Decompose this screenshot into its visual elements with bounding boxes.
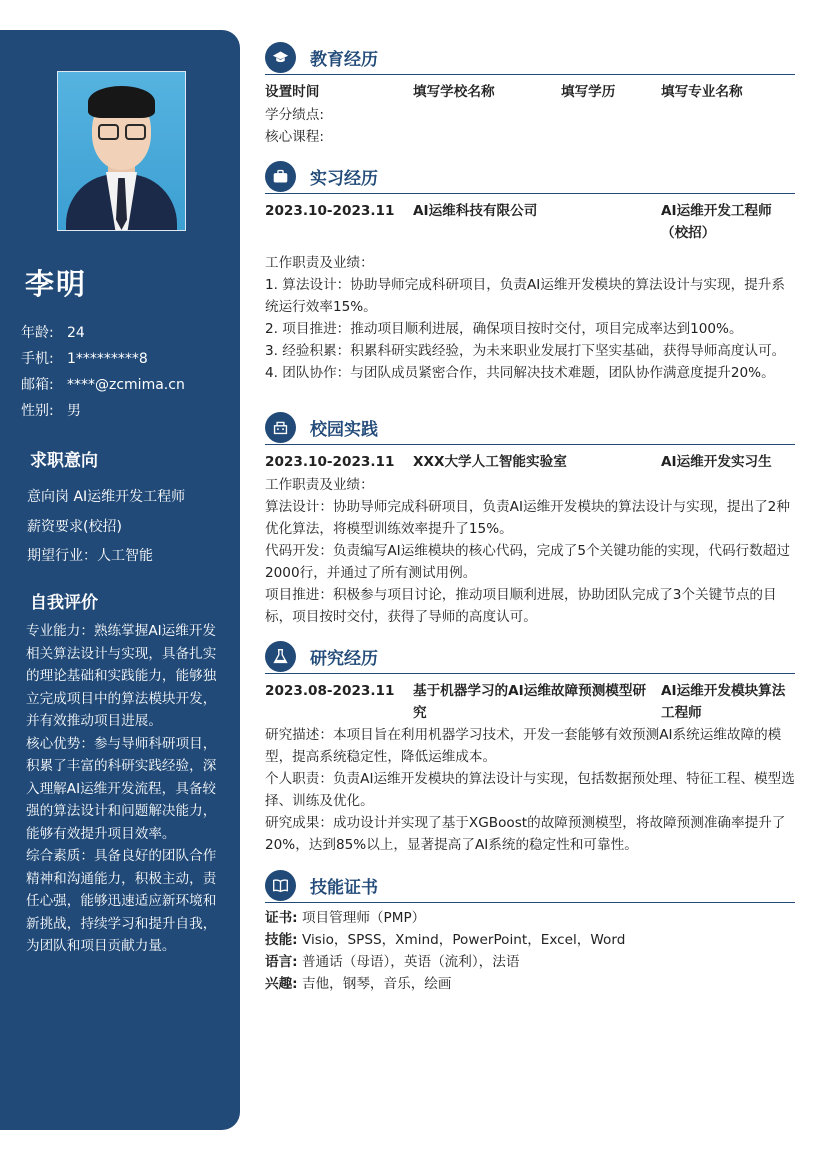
intent-position: 意向岗 AI运维开发工程师 xyxy=(27,489,186,505)
research-role: AI运维开发模块算法工程师 xyxy=(661,683,786,721)
intern-line: 2. 项目推进：推动项目顺利进展，确保项目按时交付，项目完成率达到100%。 xyxy=(265,321,743,337)
campus-line: 项目推进：积极参与项目讨论，推动项目顺利进展，协助团队完成了3个关键节点的目标，项目按时交付，获得了导师的高度认可。 xyxy=(265,587,777,625)
info-gender: 性别: 男 xyxy=(21,403,81,419)
intern-line: 3. 经验积累：积累科研实践经验，为未来职业发展打下坚实基础，获得导师高度认可。 xyxy=(265,343,786,359)
research-date: 2023.08-2023.11 xyxy=(265,683,395,699)
intern-date: 2023.10-2023.11 xyxy=(265,203,395,219)
info-phone: 手机: 1*********8 xyxy=(21,351,148,367)
info-age: 年龄: 24 xyxy=(21,325,85,341)
skills-section xyxy=(265,870,795,995)
research-project: 基于机器学习的AI运维故障预测模型研究 xyxy=(413,683,647,721)
skill-languages: 语言: 普通话（母语），英语（流利），法语 xyxy=(265,954,520,970)
intern-line: 1. 算法设计：协助导师完成科研项目，负责AI运维开发模块的算法设计与实现，提升系统运行效率15%。 xyxy=(265,277,785,315)
research-title: 研究经历 xyxy=(310,649,378,669)
campus-title: 校园实践 xyxy=(310,420,378,440)
research-line: 研究描述：本项目旨在利用机器学习技术，开发一套能够有效预测AI系统运维故障的模型，提高系统稳定性，降低运维成本。 xyxy=(265,727,782,765)
campus-date: 2023.10-2023.11 xyxy=(265,454,395,470)
edu-courses: 核心课程: xyxy=(265,129,324,145)
info-email: 邮箱: ****@zcmima.cn xyxy=(21,377,185,393)
book-icon xyxy=(265,870,296,901)
campus-line: 工作职责及业绩： xyxy=(265,477,374,493)
intern-role: AI运维开发工程师（校招） xyxy=(661,203,772,241)
sidebar xyxy=(0,30,240,1130)
building-icon xyxy=(265,412,296,443)
research-line: 个人职责：负责AI运维开发模块的算法设计与实现，包括数据预处理、特征工程、模型选择、训练及优化。 xyxy=(265,771,795,809)
intent-salary: 薪资要求(校招) xyxy=(27,519,122,535)
edu-school: 填写学校名称 xyxy=(413,84,495,100)
edu-gpa: 学分绩点: xyxy=(265,107,324,123)
self-eval-text: 专业能力：熟练掌握AI运维开发相关算法设计与实现，具备扎实的理论基础和实践能力，能够独立完成项目中的算法模块开发，并有效推动项目进展。 核心优势：参与导师科研项目，积累了丰富的科研实践经验，深入理解AI运维开发流程，具备较强的算法设计和问题解决能力，能够有效提升项目效率。 综合素质：具备良好的团队合作精神和沟通能力，积极主动，责任心强，能够迅速适应新环境和新挑战，持续学习和提升自我，为团队和项目贡献力量。 xyxy=(26,623,217,954)
briefcase-icon xyxy=(265,161,296,192)
edu-degree: 填写学历 xyxy=(561,84,616,100)
graduation-cap-icon xyxy=(265,42,296,73)
profile-photo xyxy=(57,71,186,231)
candidate-name: 李明 xyxy=(25,267,88,301)
campus-line: 算法设计：协助导师完成科研项目，负责AI运维开发模块的算法设计与实现，提出了2种优化算法，将模型训练效率提升了15%。 xyxy=(265,499,790,537)
campus-role: AI运维开发实习生 xyxy=(661,454,772,470)
intern-line: 工作职责及业绩： xyxy=(265,255,374,271)
edu-major: 填写专业名称 xyxy=(661,84,743,100)
intent-title: 求职意向 xyxy=(30,451,98,471)
skills-title: 技能证书 xyxy=(310,878,378,898)
skill-interests: 兴趣: 吉他，钢琴，音乐，绘画 xyxy=(265,976,452,992)
research-section xyxy=(265,641,795,856)
flask-icon xyxy=(265,641,296,672)
education-title: 教育经历 xyxy=(310,50,378,70)
intern-company: AI运维科技有限公司 xyxy=(413,203,538,219)
education-section xyxy=(265,42,795,148)
campus-line: 代码开发：负责编写AI运维模块的核心代码，完成了5个关键功能的实现，代码行数超过2000行，并通过了所有测试用例。 xyxy=(265,543,790,581)
skill-tools: 技能: Visio，SPSS，Xmind，PowerPoint，Excel，Word xyxy=(265,932,626,948)
research-line: 研究成果：成功设计并实现了基于XGBoost的故障预测模型，将故障预测准确率提升了20%，达到85%以上，显著提高了AI系统的稳定性和可靠性。 xyxy=(265,815,786,853)
skill-certificate: 证书: 项目管理师（PMP） xyxy=(265,910,426,926)
campus-org: XXX大学人工智能实验室 xyxy=(413,454,567,470)
intern-line: 4. 团队协作：与团队成员紧密合作，共同解决技术难题，团队协作满意度提升20%。 xyxy=(265,365,775,381)
internship-title: 实习经历 xyxy=(310,169,378,189)
intent-industry: 期望行业：人工智能 xyxy=(27,548,153,564)
edu-time: 设置时间 xyxy=(265,84,320,100)
internship-section xyxy=(265,161,795,384)
self-eval-title: 自我评价 xyxy=(30,593,98,613)
campus-section xyxy=(265,412,795,628)
